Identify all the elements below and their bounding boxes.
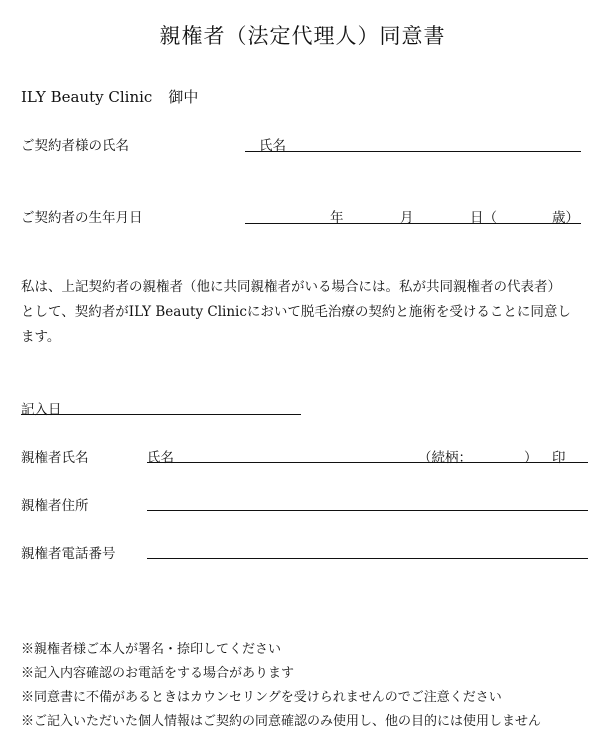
- consent-line-1: 私は、上記契約者の親権者（他に共同親権者がいる場合には。私が共同親権者の代表者）: [21, 279, 561, 295]
- clinic-name: ILY Beauty Clinic: [21, 88, 153, 106]
- guardian-phone-label: 親権者電話番号: [21, 546, 116, 562]
- guardian-name-label: 親権者氏名: [21, 450, 89, 466]
- consent-line-2: として、契約者がILY Beauty Clinicにおいて脱毛治療の契約と施術を受けることに同意し: [21, 304, 571, 320]
- document-title: 親権者（法定代理人）同意書: [159, 24, 446, 48]
- seal-label: 印: [552, 450, 566, 466]
- dob-year-label: 年: [330, 210, 344, 226]
- dob-day-label: 日（: [470, 210, 497, 226]
- dob-month-label: 月: [400, 210, 414, 226]
- relationship-label: （続柄：: [418, 450, 472, 466]
- addressee-honorific: 御中: [168, 88, 199, 106]
- guardian-address-label: 親権者住所: [21, 498, 89, 514]
- relationship-close: ）: [524, 450, 538, 466]
- guardian-address-line[interactable]: [147, 510, 588, 511]
- guardian-name-field-label: 氏名: [147, 450, 174, 466]
- entry-date-label: 記入日: [21, 402, 62, 418]
- note-2: ※記入内容確認のお電話をする場合があります: [21, 666, 295, 681]
- guardian-name-line[interactable]: [147, 462, 588, 463]
- guardian-phone-line[interactable]: [147, 558, 588, 559]
- note-4: ※ご記入いただいた個人情報はご契約の同意確認のみ使用し、他の目的には使用しません: [21, 714, 542, 729]
- entry-date-line[interactable]: [21, 414, 301, 415]
- consent-line-3: ます。: [21, 329, 61, 345]
- consent-statement: [21, 275, 591, 350]
- contractor-name-line[interactable]: [245, 151, 581, 152]
- note-1: ※親権者様ご本人が署名・捺印してください: [21, 642, 282, 657]
- note-3: ※同意書に不備があるときはカウンセリングを受けられませんのでご注意ください: [21, 690, 502, 705]
- contractor-name-field-label: 氏名: [259, 138, 286, 154]
- dob-age-label: 歳）: [552, 210, 579, 226]
- addressee: [21, 86, 198, 107]
- contractor-name-label: ご契約者様の氏名: [21, 138, 129, 154]
- contractor-dob-line[interactable]: [245, 223, 581, 224]
- contractor-dob-label: ご契約者の生年月日: [21, 210, 143, 226]
